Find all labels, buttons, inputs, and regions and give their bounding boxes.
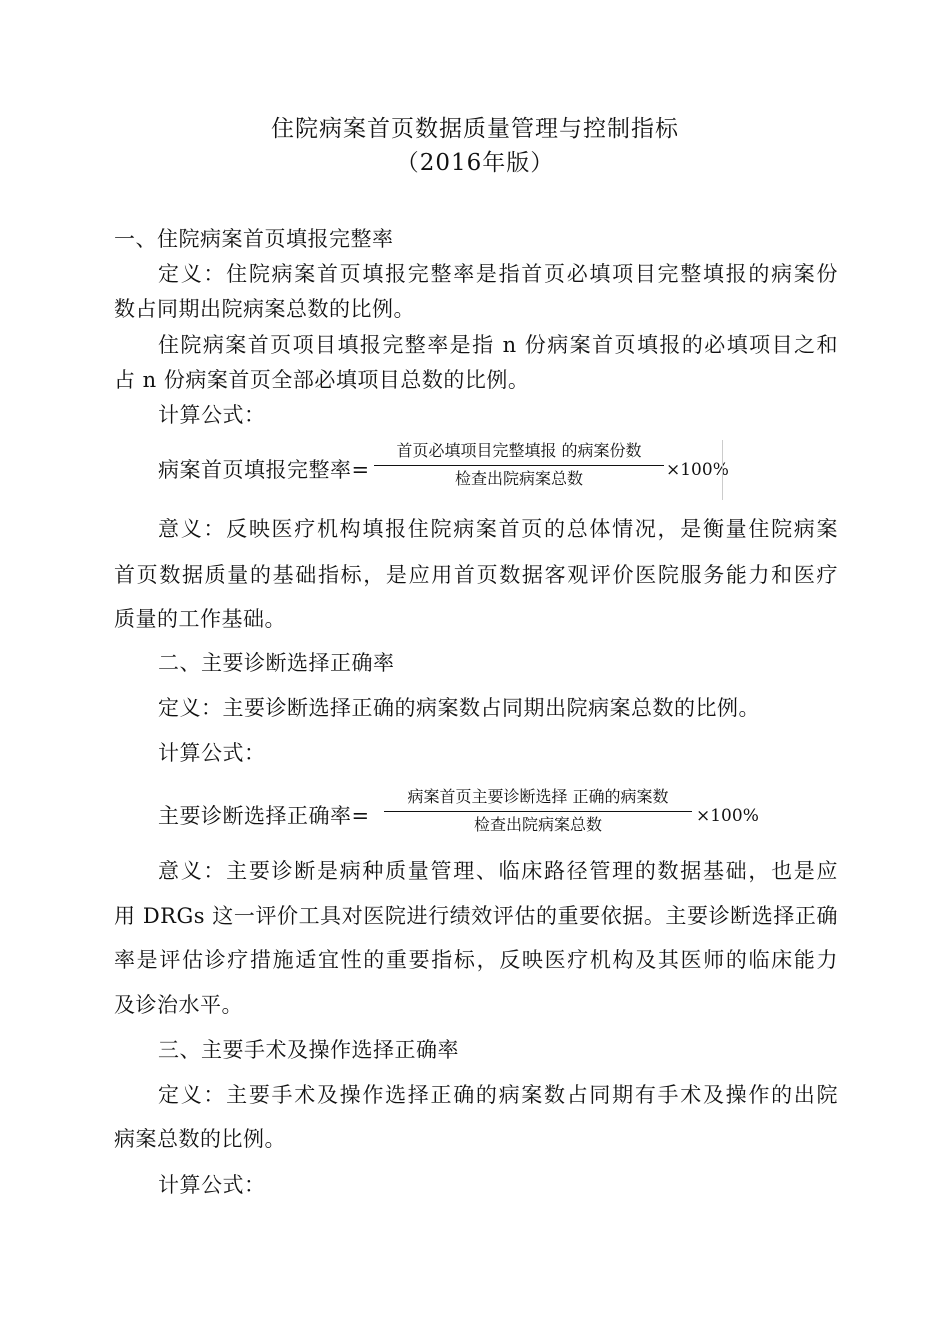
section-2-definition-line-1: 定义：主要诊断选择正确的病案数占同期出院病案总数的比例。 [158, 696, 760, 720]
section-3-definition-line-1: 定义：主要手术及操作选择正确的病案数占同期有手术及操作的出院 [158, 1083, 838, 1107]
fraction-bar [374, 465, 664, 466]
formula-completeness-fraction [374, 440, 664, 500]
section-2-heading: 二、主要诊断选择正确率 [158, 651, 395, 675]
section-1-meaning-line-3: 质量的工作基础。 [114, 607, 286, 631]
formula-completeness [158, 440, 728, 500]
section-1-meaning-line-1: 意义：反映医疗机构填报住院病案首页的总体情况，是衡量住院病案 [158, 517, 838, 541]
formula-diagnosis-denominator: 检查出院病案总数 [473, 815, 602, 834]
formula-border-line [722, 440, 723, 500]
document-edition: （2016年版） [395, 150, 555, 176]
section-1-meaning-line-2: 首页数据质量的基础指标，是应用首页数据客观评价医院服务能力和医疗 [114, 563, 838, 587]
formula-completeness-numerator: 首页必填项目完整填报 的病案份数 [396, 441, 642, 460]
document-title: 住院病案首页数据质量管理与控制指标 [271, 116, 679, 142]
section-2-meaning-line-1: 意义：主要诊断是病种质量管理、临床路径管理的数据基础，也是应 [158, 859, 838, 883]
formula-diagnosis-fraction [384, 786, 692, 846]
formula-completeness-denominator: 检查出院病案总数 [454, 469, 583, 488]
section-2-formula-label: 计算公式： [158, 741, 266, 765]
section-1-heading: 一、住院病案首页填报完整率 [114, 227, 394, 251]
section-3-heading: 三、主要手术及操作选择正确率 [158, 1038, 459, 1062]
formula-diagnosis-multiplier: ×100% [696, 806, 759, 826]
section-2-meaning-line-4: 及诊治水平。 [114, 993, 243, 1017]
section-3-definition-line-2: 病案总数的比例。 [114, 1127, 286, 1151]
formula-diagnosis [158, 786, 758, 846]
section-1-item-line-2: 占 n 份病案首页全部必填项目总数的比例。 [114, 368, 530, 392]
section-3-formula-label: 计算公式： [158, 1173, 266, 1197]
section-1-formula-label: 计算公式： [158, 403, 266, 427]
section-2-meaning-line-2: 用 DRGs 这一评价工具对医院进行绩效评估的重要依据。主要诊断选择正确 [114, 904, 838, 928]
fraction-bar [384, 811, 692, 812]
section-1-definition-line-2: 数占同期出院病案总数的比例。 [114, 297, 415, 321]
formula-diagnosis-lhs: 主要诊断选择正确率= [158, 804, 370, 828]
section-2-meaning-line-3: 率是评估诊疗措施适宜性的重要指标，反映医疗机构及其医师的临床能力 [114, 948, 838, 972]
section-1-definition-line-1: 定义：住院病案首页填报完整率是指首页必填项目完整填报的病案份 [158, 262, 838, 286]
formula-completeness-multiplier: ×100% [666, 460, 729, 480]
formula-completeness-lhs: 病案首页填报完整率= [158, 458, 370, 482]
section-1-item-line-1: 住院病案首页项目填报完整率是指 n 份病案首页填报的必填项目之和 [158, 333, 838, 357]
formula-diagnosis-numerator: 病案首页主要诊断选择 正确的病案数 [407, 787, 669, 806]
